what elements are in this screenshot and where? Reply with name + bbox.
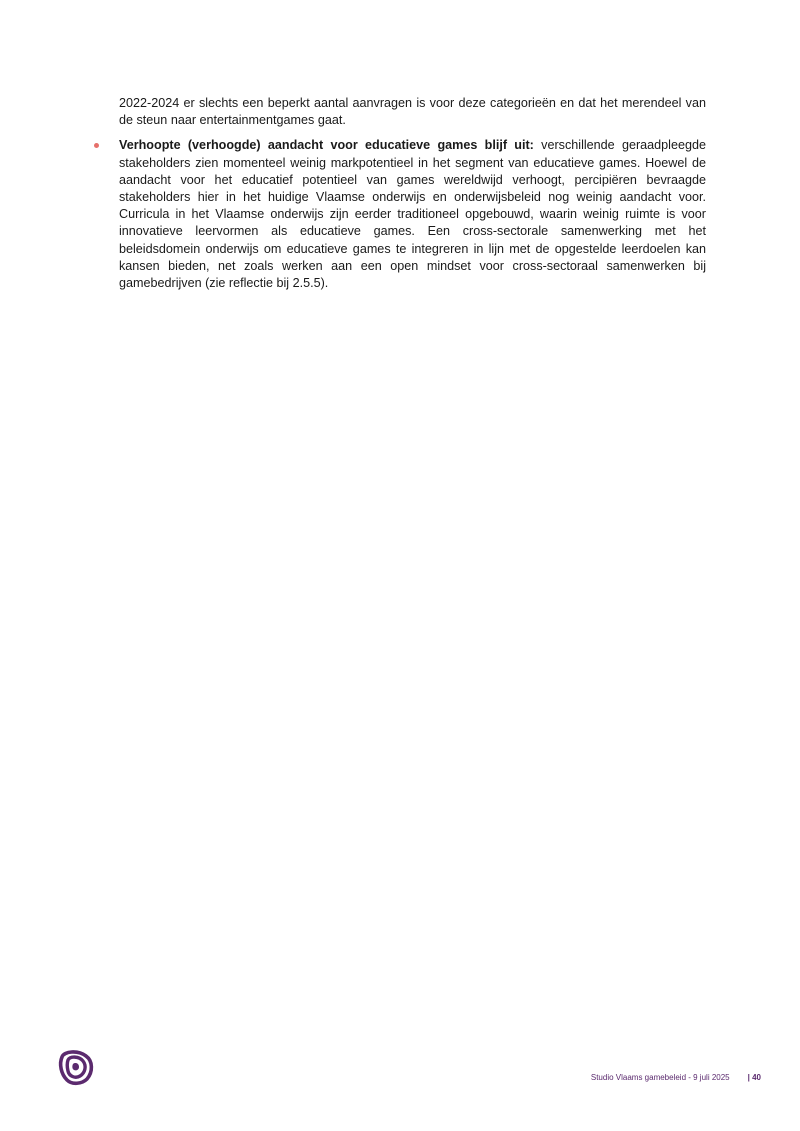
list-item	[119, 137, 706, 292]
bullet-list	[119, 137, 706, 292]
bullet-dot-icon	[94, 143, 99, 148]
continuation-paragraph: 2022-2024 er slechts een beperkt aantal aanvragen is voor deze categorieën en dat het merendeel van de steun naar entertainmentgames gaat.	[119, 96, 706, 128]
bullet-text: verschillende geraadpleegde stakeholders zien momenteel weinig markpotentieel in het segment van educatieve games. Hoewel de aandacht voor het educatief potentieel van games wereldwijd verhoogt, percipiëren bevraagde stakeholders hier in het huidige Vlaamse onderwijs en onderwijsbeleid nog weinig aandacht voor. Curricula in het Vlaamse onderwijs zijn eerder traditioneel opgebouwd, waarin weinig ruimte is voor innovatieve leervormen als educatieve games. Een cross-sectorale samenwerking met het beleidsdomein onderwijs om educatieve games te integreren in lijn met de opgestelde leerdoelen kan kansen bieden, net zoals werken aan een open mindset voor cross-sectoraal samenwerken bij gamebedrijven (zie reflectie bij 2.5.5).	[119, 138, 706, 291]
footer	[591, 1073, 761, 1083]
page-body	[119, 95, 706, 292]
footer-separator: |	[747, 1073, 750, 1082]
bullet-heading: Verhoopte (verhoogde) aandacht voor educatieve games blijf uit:	[119, 138, 534, 153]
page-number: 40	[752, 1073, 761, 1082]
spiral-logo-icon	[56, 1048, 94, 1086]
footer-document-label: Studio Vlaams gamebeleid - 9 juli 2025	[590, 1073, 730, 1082]
